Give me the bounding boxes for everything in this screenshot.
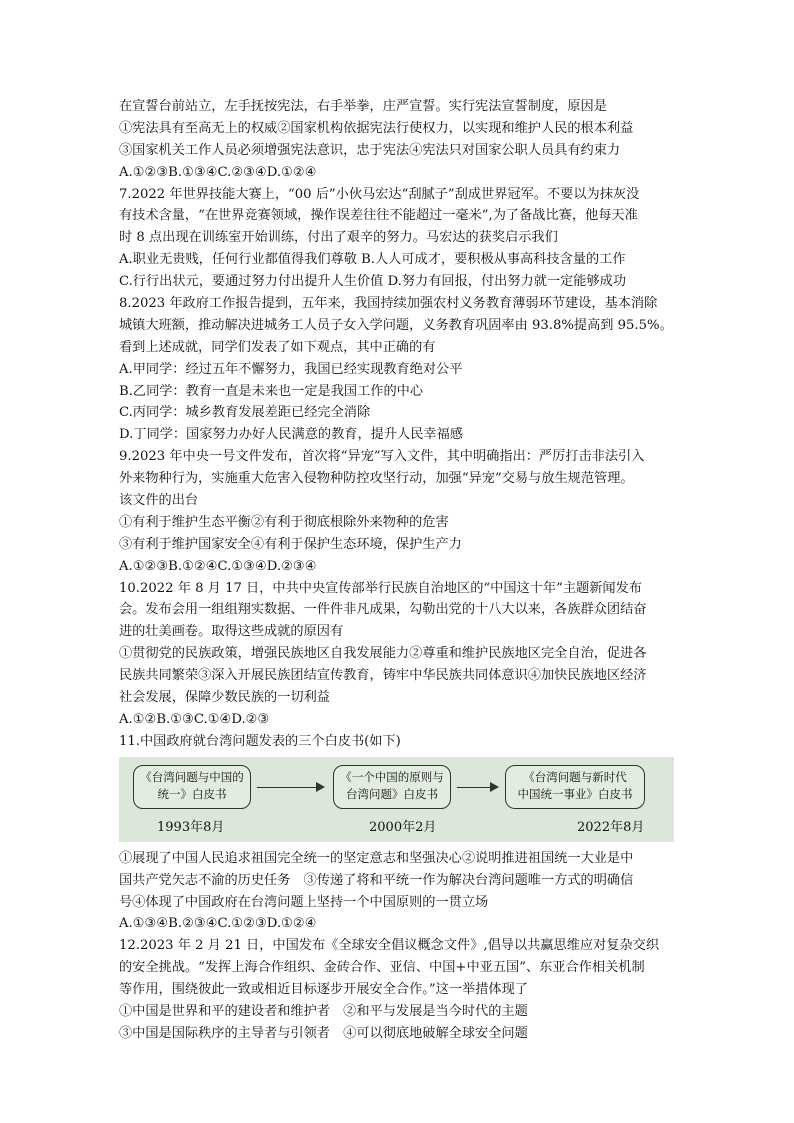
question-10-options-line-2: 民族共同繁荣③深入开展民族团结宣传教育，铸牢中华民族共同体意识④加快民族地区经济 <box>119 668 647 684</box>
question-6-options-line-1: ①宪法具有至高无上的权威②国家机构依据宪法行使权力，以实现和维护人民的根本利益 <box>119 120 634 136</box>
question-7-stem-line-2: 有技术含量，“在世界竞赛领域，操作误差往往不能超过一毫米”,为了备战比赛，他每天准 <box>119 208 638 224</box>
white-paper-1993-title-line-1: 《台湾问题与中国的 <box>140 769 244 784</box>
white-paper-2000-title-line-2: 台湾问题》白皮书 <box>346 786 438 801</box>
question-10-options-line-3: 社会发展，保障少数民族的一切利益 <box>119 690 330 706</box>
question-11-options-line-1: ①展现了中国人民追求祖国完全统一的坚定意志和坚强决心②说明推进祖国统一大业是中 <box>119 850 634 866</box>
question-6 <box>119 96 679 184</box>
question-7-stem-line-1: 7.2022 年世界技能大赛上，“00 后”小伙马宏达“刮腻子”刮成世界冠军。不要以为抹灰没 <box>119 186 640 202</box>
question-12-options-line-1: ①中国是世界和平的建设者和维护者 ②和平与发展是当今时代的主题 <box>119 1003 528 1019</box>
question-9-options-line-1: ①有利于维护生态平衡②有利于彻底根除外来物种的危害 <box>119 514 449 530</box>
question-12-options-line-2: ③中国是国际秩序的主导者与引领者 ④可以彻底地破解全球安全问题 <box>119 1025 528 1041</box>
question-8-option-c: C.丙同学：城乡教育发展差距已经完全消除 <box>119 405 371 421</box>
question-6-options-line-2: ③国家机关工作人员必须增强宪法意识，忠于宪法④宪法只对国家公职人员具有约束力 <box>119 142 621 158</box>
question-7-options-cd: C.行行出状元，要通过努力付出提升人生价值 D.努力有回报，付出努力就一定能够成功 <box>119 274 627 290</box>
timeline-arrow-2 <box>457 787 497 788</box>
question-11-options-line-2: 国共产党矢志不渝的历史任务 ③传递了将和平统一作为解决台湾问题唯一方式的明确信 <box>119 872 634 888</box>
question-12 <box>119 935 679 1044</box>
date-2000: 2000年2月 <box>369 819 437 835</box>
question-11-stem: 11.中国政府就台湾问题发表的三个白皮书(如下) <box>119 733 401 749</box>
question-6-stem: 在宣誓台前站立，左手抚按宪法，右手举拳，庄严宣誓。实行宪法宣誓制度，原因是 <box>119 99 607 114</box>
question-6-answer-choices: A.①②③B.①③④C.②③④D.①②④ <box>119 164 317 180</box>
white-paper-1993-title-line-2: 统一》白皮书 <box>157 786 227 801</box>
date-2022: 2022年8月 <box>577 819 645 835</box>
question-9-stem-line-2: 外来物种行为，实施重大危害入侵物种防控攻坚行动，加强“异宠”交易与放生规范管理。 <box>119 471 634 487</box>
question-8-option-d: D.丁同学：国家努力办好人民满意的教育，提升人民幸福感 <box>119 427 463 443</box>
white-paper-2022-title-line-1: 《台湾问题与新时代 <box>523 769 627 784</box>
question-10-options-line-1: ①贯彻党的民族政策，增强民族地区自我发展能力②尊重和维护民族地区完全自治，促进各 <box>119 646 647 662</box>
question-12-stem-line-3: 等作用，围绕彼此一致或相近目标逐步开展安全合作。”这一举措体现了 <box>119 982 528 998</box>
question-9-options-line-2: ③有利于维护国家安全④有利于保护生态环境，保护生产力 <box>119 536 462 552</box>
question-10-stem-line-3: 进的壮美画卷。取得这些成就的原因有 <box>119 624 344 640</box>
white-paper-timeline-figure <box>119 757 674 842</box>
question-7 <box>119 184 679 293</box>
white-paper-2000-title-line-1: 《一个中国的原则与 <box>340 769 444 784</box>
question-8 <box>119 293 679 446</box>
white-paper-2022-box <box>505 765 645 809</box>
question-8-option-b: B.乙同学：教育一直是未来也一定是我国工作的中心 <box>119 383 424 399</box>
question-9-stem-line-3: 该文件的出台 <box>119 493 199 509</box>
question-10-answer-choices: A.①②B.①③C.①④D.②③ <box>119 711 270 727</box>
question-10-stem-line-2: 会。发布会用一组组翔实数据、一件件非凡成果，勾勒出党的十八大以来，各族群众团结奋 <box>119 602 647 618</box>
timeline-arrow-1 <box>257 787 323 788</box>
question-9-answer-choices: A.①②③B.①②④C.①③④D.②③④ <box>119 558 317 574</box>
question-8-stem-line-1: 8.2023 年政府工作报告提到，五年来，我国持续加强农村义务教育薄弱环节建设，基本消除 <box>119 296 658 312</box>
question-8-option-a: A.甲同学：经过五年不懈努力，我国已经实现教育绝对公平 <box>119 361 463 377</box>
question-7-stem-line-3: 时 8 点出现在训练室开始训练，付出了艰辛的努力。马宏达的获奖启示我们 <box>119 230 558 246</box>
question-11-options-line-3: 号④体现了中国政府在台湾问题上坚持一个中国原则的一贯立场 <box>119 894 489 910</box>
question-12-stem-line-2: 的安全挑战。“发挥上海合作组织、金砖合作、亚信、中国+中亚五国”、东亚合作相关机制 <box>119 960 645 976</box>
question-content <box>119 96 679 1045</box>
question-12-stem-line-1: 12.2023 年 2 月 21 日，中国发布《全球安全倡议概念文件》,倡导以共赢思维应对复杂交织 <box>119 938 660 954</box>
question-9 <box>119 446 679 577</box>
date-1993: 1993年8月 <box>157 819 225 835</box>
question-8-stem-line-2: 城镇大班额，推动解决进城务工人员子女入学问题，义务教育巩固率由 93.8%提高到 95.5%。 <box>119 317 673 333</box>
question-11-answer-choices: A.①③④B.②③④C.①②③D.①②④ <box>119 916 317 932</box>
question-10 <box>119 578 679 731</box>
question-10-stem-line-1: 10.2022 年 8 月 17 日，中共中央宣传部举行民族自治地区的“中国这十年”主题新闻发布 <box>119 580 642 596</box>
question-7-options-ab: A.职业无贵贱，任何行业都值得我们尊敬 B.人人可成才，要积极从事高科技含量的工作 <box>119 252 626 268</box>
question-9-stem-line-1: 9.2023 年中央一号文件发布，首次将“异宠”写入文件，其中明确指出：严厉打击非法引入 <box>119 449 645 465</box>
question-11 <box>119 731 679 935</box>
white-paper-1993-box <box>133 765 251 809</box>
white-paper-2022-title-line-2: 中国统一事业》白皮书 <box>517 786 633 801</box>
white-paper-2000-box <box>333 765 451 809</box>
question-8-stem-line-3: 看到上述成就，同学们发表了如下观点，其中正确的有 <box>119 339 436 355</box>
